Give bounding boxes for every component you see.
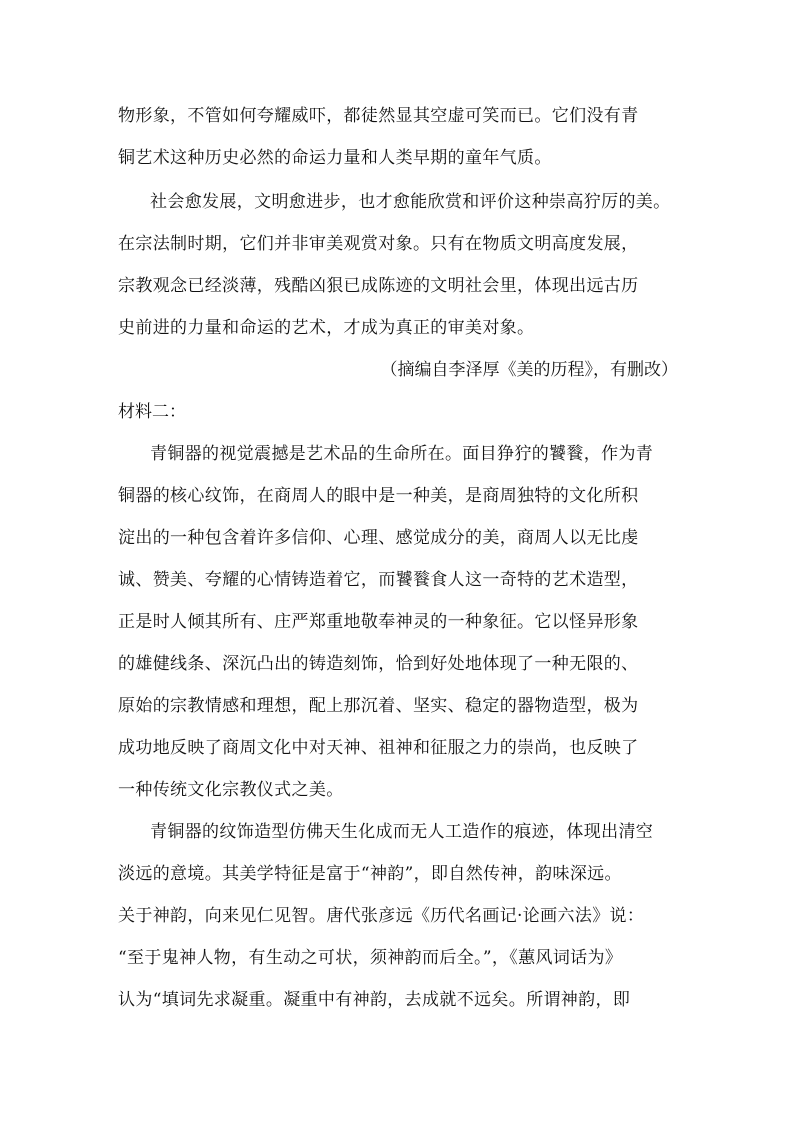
source-citation: （摘编自李泽厚《美的历程》，有删改） (380, 360, 678, 380)
paragraph-line: 青铜器的纹饰造型仿佛天生化成而无人工造作的痕迹，体现出清空 (150, 822, 654, 842)
paragraph-line: 社会愈发展，文明愈进步，也才愈能欣赏和评价这种崇高狞厉的美。 (150, 192, 671, 212)
text-line: 物形象，不管如何夸耀威吓，都徒然显其空虚可笑而已。它们没有青 (118, 106, 639, 126)
text-line: 淀出的一种包含着许多信仰、心理、感觉成分的美，商周人以无比虔 (118, 528, 639, 548)
text-line: 在宗法制时期，它们并非审美观赏对象。只有在物质文明高度发展， (118, 234, 639, 254)
text-line: 的雄健线条、深沉凸出的铸造刻饰，恰到好处地体现了一种无限的、 (118, 654, 639, 674)
text-line: 淡远的意境。其美学特征是富于“神韵”，即自然传神，韵味深远。 (118, 864, 622, 884)
text-line: 铜艺术这种历史必然的命运力量和人类早期的童年气质。 (118, 148, 552, 168)
text-line: 原始的宗教情感和理想，配上那沉着、坚实、稳定的器物造型，极为 (118, 696, 639, 716)
text-line: 史前进的力量和命运的艺术，才成为真正的审美对象。 (118, 318, 535, 338)
text-line: 成功地反映了商周文化中对天神、祖神和征服之力的崇尚，也反映了 (118, 738, 639, 758)
text-line: 关于神韵，向来见仁见智。唐代张彦远《历代名画记·论画六法》说： (118, 906, 645, 926)
text-line: 铜器的核心纹饰，在商周人的眼中是一种美，是商周独特的文化所积 (118, 486, 639, 506)
text-line: 正是时人倾其所有、庄严郑重地敬奉神灵的一种象征。它以怪异形象 (118, 612, 639, 632)
text-line: 宗教观念已经淡薄，残酷凶狠已成陈迹的文明社会里，体现出远古历 (118, 276, 639, 296)
text-line: “至于鬼神人物，有生动之可状，须神韵而后全。”，《蕙风词话为》 (118, 948, 623, 968)
section-heading: 材料二： (118, 402, 186, 422)
text-line: 诚、赞美、夸耀的心情铸造着它，而饕餮食人这一奇特的艺术造型， (118, 570, 639, 590)
paragraph-line: 青铜器的视觉震撼是艺术品的生命所在。面目狰狞的饕餮，作为青 (150, 444, 654, 464)
text-line: 一种传统文化宗教仪式之美。 (118, 780, 344, 800)
text-line: 认为“填词先求凝重。凝重中有神韵，去成就不远矣。所谓神韵，即 (118, 990, 631, 1010)
